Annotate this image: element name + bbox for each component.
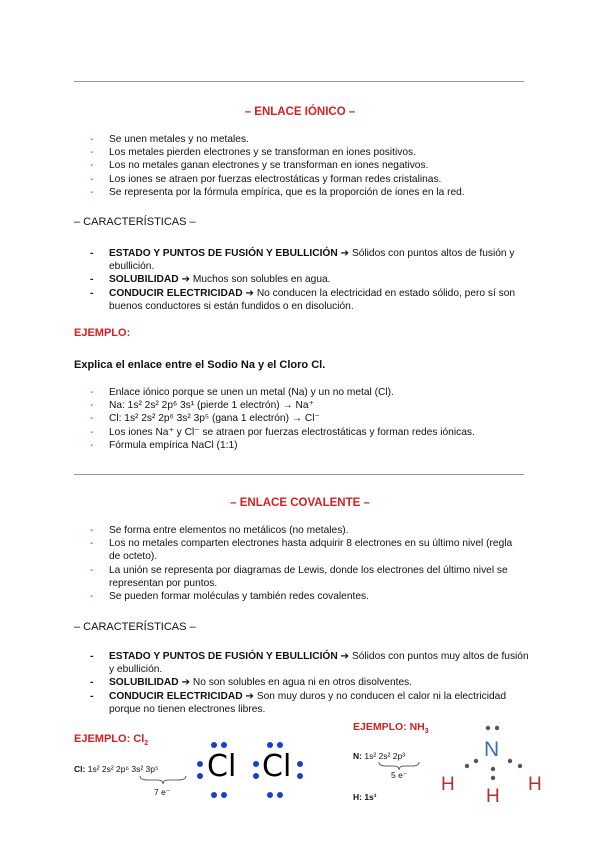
nh3-lewis-n: N [484,738,500,761]
cl2-lewis-atom-right: Cl [262,749,292,784]
list-item: - ESTADO Y PUNTOS DE FUSIÓN Y EBULLICIÓN ➔ Sólidos con puntos altos de fusión y ebullición. [90,248,515,273]
nh3-n-config: N: 1s² 2s² 2p³ [353,751,406,761]
ionic-characteristics-list [90,247,530,313]
electron-dot [495,726,499,730]
list-item: - Se pueden formar moléculas y también redes covalentes. [90,591,369,603]
list-item: - Los metales pierden electrones y se transforman en iones positivos. [90,147,416,159]
ionic-title: – ENLACE IÓNICO – [244,106,356,118]
cl2-lewis-atom-left: Cl [207,749,237,784]
electron-dot [277,742,283,748]
electron-dot [197,773,203,779]
ionic-characteristics-title: – CARACTERÍSTICAS – [74,216,196,228]
list-item: - CONDUCIR ELECTRICIDAD ➔ Son muy duros y no conducen el calor ni la electricidad porque no tienen electrones libres. [90,690,506,715]
cl2-example-label: EJEMPLO: $Cl_2$ [74,733,149,748]
list-item: - Enlace iónico porque se unen un metal (Na) y un no metal (Cl). [90,387,394,398]
electron-dot [211,742,217,748]
covalent-points-list [90,524,520,603]
cl2-valence-brace [138,775,188,785]
ionic-example-label: EJEMPLO: [74,327,131,339]
list-item: - Fórmula empírica NaCl (1:1) [90,439,238,451]
electron-dot [491,767,495,771]
cl2-lewis-dots [196,740,306,800]
nh3-lewis-dots [458,725,538,785]
list-item: - Cl: 1s² 2s² 2p⁶ 3s² 3p⁵ (gana 1 electrón) → Cl⁻ [90,413,320,425]
list-item: - Se unen metales y no metales. [90,134,249,145]
list-item: - Na: 1s² 2s² 2p⁶ 3s¹ (pierde 1 electrón) → Na⁺ [90,400,314,412]
electron-dot [491,776,495,780]
cl2-electron-config: Cl: 1s² 2s² 2p⁶ 3s² 3p⁵ [74,764,159,774]
electron-dot [253,761,259,767]
list-item: - Los iones se atraen por fuerzas electrostáticas y forman redes cristalinas. [90,173,442,185]
electron-dot [197,761,203,767]
list-item: - Los no metales ganan electrones y se transforman en iones negativos. [90,160,429,172]
nh3-lewis-h-middle: H [486,786,500,807]
list-item: - Se representa por la fórmula empírica, que es la proporción de iones en la red. [90,186,465,198]
covalent-characteristics-list [90,650,530,716]
ionic-example-question: Explica el enlace entre el Sodio Na y el Cloro Cl. [74,359,326,371]
ionic-example-list [90,386,530,452]
nh3-lewis-h-left: H [441,774,455,795]
list-item: - ESTADO Y PUNTOS DE FUSIÓN Y EBULLICIÓN ➔ Sólidos con puntos muy altos de fusión y ebullición. [90,651,529,676]
electron-dot [474,759,478,763]
electron-dot [253,773,259,779]
electron-dot [211,792,217,798]
electron-dot [518,764,522,768]
electron-dot [465,764,469,768]
electron-dot [486,726,490,730]
list-item: - SOLUBILIDAD ➔ Muchos son solubles en agua. [90,274,331,286]
ionic-points-list [90,133,530,199]
electron-dot [221,742,227,748]
divider-top [74,81,524,82]
list-item: - Se forma entre elementos no metálicos (no metales). [90,525,349,536]
nh3-example-label: EJEMPLO: $NH_3$ [353,721,429,736]
nh3-h-config: H: 1s¹ [353,792,377,802]
electron-dot [221,792,227,798]
nh3-lewis-h-right: H [528,774,542,795]
divider-middle [74,474,524,475]
list-item: - CONDUCIR ELECTRICIDAD ➔ No conducen la electricidad en estado sólido, pero sí son buenos conductores si están fundidos o en disolución. [90,287,516,312]
list-item: - SOLUBILIDAD ➔ No son solubles en agua ni en otros disolventes. [90,677,413,689]
list-item: - Los no metales comparten electrones hasta adquirir 8 electrones en su último nivel (regla de octeto). [90,538,513,563]
list-item: - La unión se representa por diagramas de Lewis, donde los electrones del último nivel se representan por puntos. [90,564,508,589]
list-item: - Los iones Na⁺ y Cl⁻ se atraen por fuerzas electrostáticas y forman redes iónicas. [90,426,475,438]
covalent-characteristics-title: – CARACTERÍSTICAS – [74,621,196,633]
electron-dot [508,759,512,763]
cl2-valence-note: 7 e⁻ [154,787,171,797]
electron-dot [297,761,303,767]
electron-dot [277,792,283,798]
nh3-n-note: 5 e⁻ [391,770,408,780]
electron-dot [267,742,273,748]
electron-dot [297,773,303,779]
covalent-title: – ENLACE COVALENTE – [230,497,370,509]
electron-dot [267,792,273,798]
